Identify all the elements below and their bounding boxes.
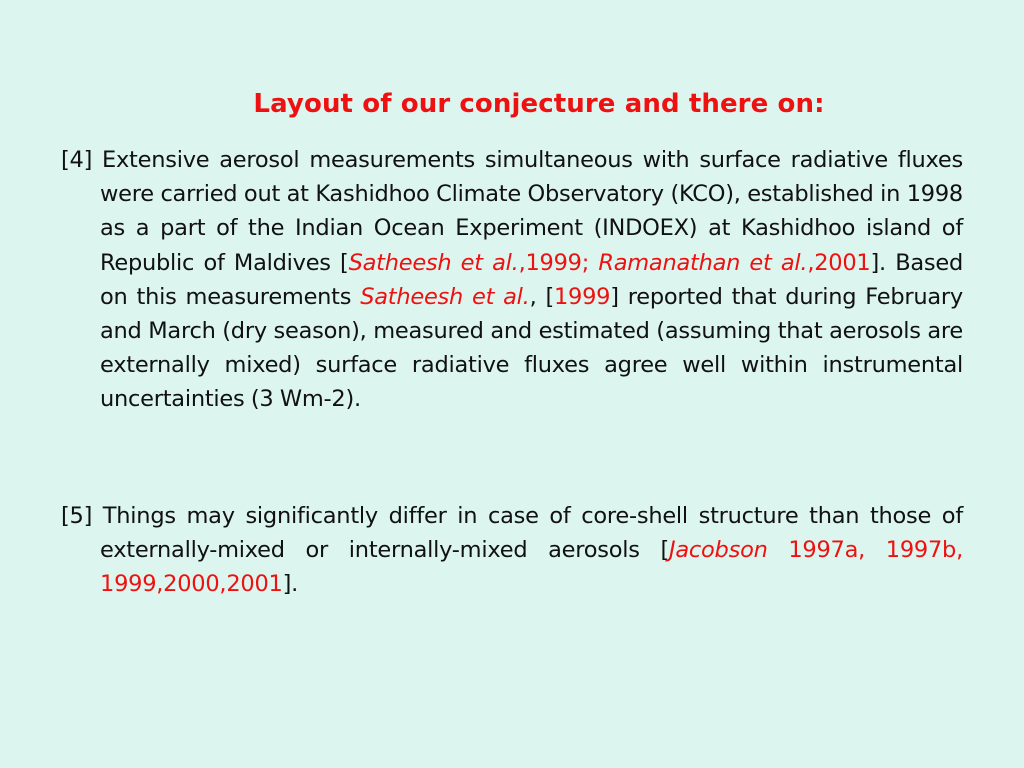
paragraph-5: [61, 499, 963, 602]
paragraph-4-text-2: ]. Based on this measurements: [100, 249, 964, 310]
citation-satheesh-et-al-inline: Satheesh et al.: [360, 283, 530, 310]
citation-year-1999-inline: 1999: [553, 283, 611, 310]
citation-ramanathan-et-al: Ramanathan et al.: [598, 249, 808, 276]
paragraph-4-text-3: , [: [529, 283, 554, 310]
paragraph-4-text-1: [4] Extensive aerosol measurements simultaneous with surface radiative fluxes were carried out at Kashidhoo Climate Observatory (KCO), established in 1998 as a part of the Indian Ocean Experiment (INDOEX) at Kashidhoo island of Republic of Maldives [: [61, 147, 963, 276]
paragraph-4: [61, 143, 963, 417]
citation-year-2001: ,2001: [807, 249, 871, 276]
citation-jacobson: Jacobson: [669, 537, 768, 564]
paragraph-4-text-4: ] reported that during February and March (dry season), measured and estimated (assuming that aerosols are externally mixed) surface radiative fluxes agree well within instrumental uncertainties (3 Wm-2).: [100, 283, 963, 413]
paragraph-5-text-1: [5] Things may significantly differ in case of core-shell structure than those of externally-mixed or internally-mixed aerosols [: [61, 503, 963, 564]
citation-year-1999: ,1999;: [518, 249, 599, 276]
paragraph-5-text-2: ].: [282, 571, 299, 598]
slide-title: Layout of our conjecture and there on:: [253, 89, 825, 119]
citation-jacobson-years: 1997a, 1997b, 1999,2000,2001: [100, 537, 963, 598]
citation-satheesh-et-al: Satheesh et al.: [348, 249, 519, 276]
